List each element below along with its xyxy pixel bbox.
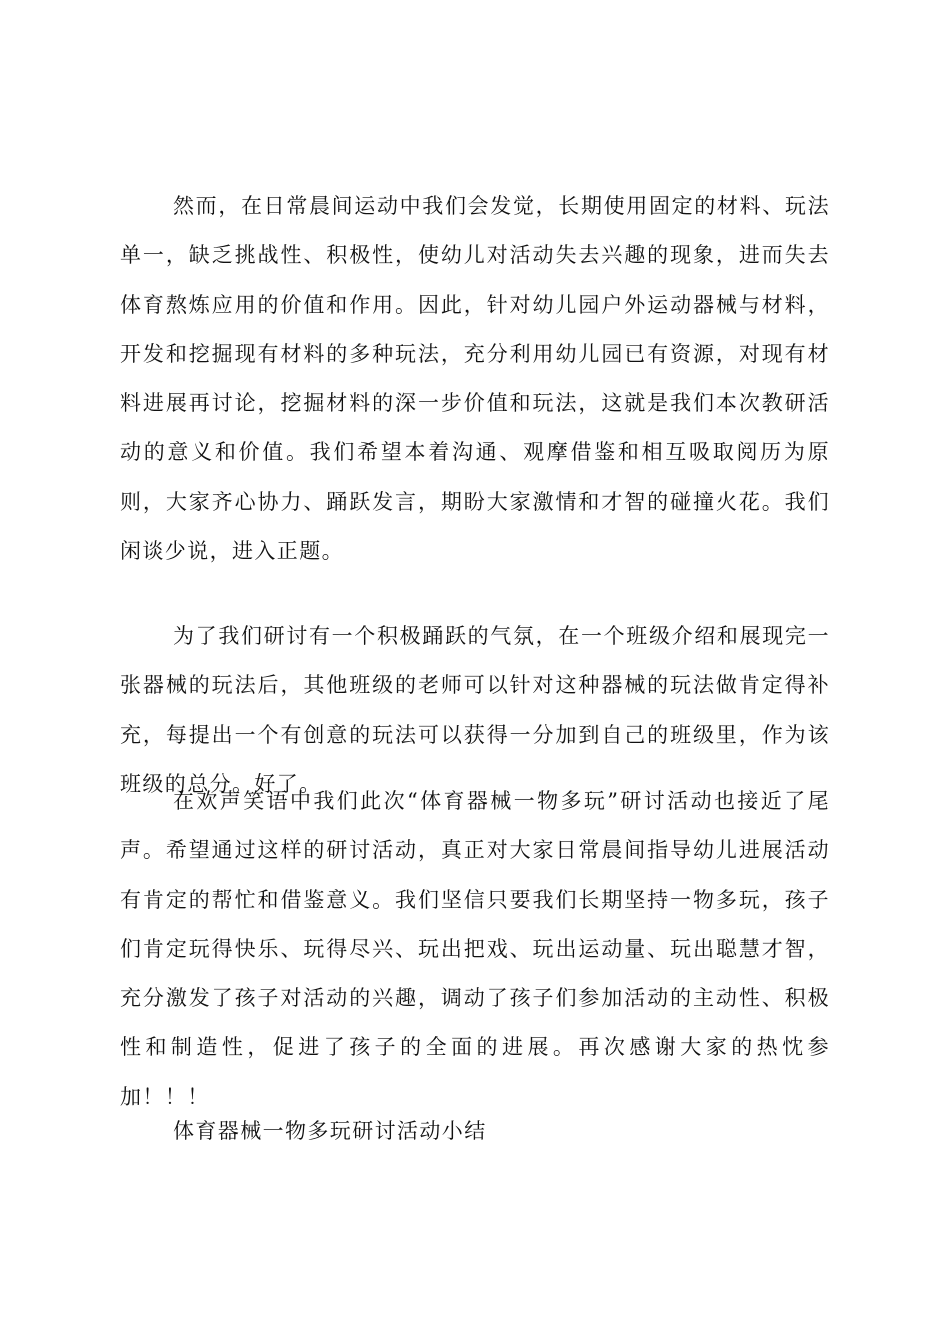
paragraph-line: 声。希望通过这样的研讨活动，真正对大家日常晨间指导幼儿进展活动 bbox=[120, 838, 830, 863]
paragraph-line: 闲谈少说，进入正题。 bbox=[120, 539, 344, 564]
paragraph-line: 有肯定的帮忙和借鉴意义。我们坚信只要我们长期坚持一物多玩，孩子 bbox=[120, 887, 830, 912]
paragraph-line: 班级的总分。好了。 bbox=[120, 771, 322, 796]
paragraph-3 bbox=[120, 777, 830, 1122]
closing-title bbox=[120, 1107, 830, 1156]
paragraph-line: 料进展再讨论，挖掘材料的深一步价值和玩法，这就是我们本次教研活 bbox=[120, 391, 830, 416]
paragraph-line: 然而，在日常晨间运动中我们会发觉，长期使用固定的材料、玩法 bbox=[173, 194, 830, 218]
paragraph-line: 体育熬炼应用的价值和作用。因此，针对幼儿园户外运动器械与材料， bbox=[120, 292, 830, 317]
paragraph-line: 加！！！ bbox=[120, 1084, 210, 1109]
paragraph-line: 体育器械一物多玩研讨活动小结 bbox=[173, 1119, 487, 1143]
paragraph-1 bbox=[120, 182, 830, 576]
paragraph-line: 张器械的玩法后，其他班级的老师可以针对这种器械的玩法做肯定得补 bbox=[120, 673, 830, 698]
paragraph-line: 充，每提出一个有创意的玩法可以获得一分加到自己的班级里，作为该 bbox=[120, 722, 830, 747]
paragraph-line: 在欢声笑语中我们此次“体育器械一物多玩”研讨活动也接近了尾 bbox=[173, 789, 830, 813]
paragraph-line: 单一，缺乏挑战性、积极性，使幼儿对活动失去兴趣的现象，进而失去 bbox=[120, 243, 830, 268]
paragraph-line: 们肯定玩得快乐、玩得尽兴、玩出把戏、玩出运动量、玩出聪慧才智， bbox=[120, 936, 830, 961]
paragraph-line: 充分激发了孩子对活动的兴趣，调动了孩子们参加活动的主动性、积极 bbox=[120, 986, 830, 1011]
paragraph-line: 开发和挖掘现有材料的多种玩法，充分利用幼儿园已有资源，对现有材 bbox=[120, 341, 830, 366]
paragraph-line: 则，大家齐心协力、踊跃发言，期盼大家激情和才智的碰撞火花。我们 bbox=[120, 489, 830, 514]
paragraph-line: 为了我们研讨有一个积极踊跃的气氛，在一个班级介绍和展现完一 bbox=[173, 624, 830, 648]
paragraph-line: 动的意义和价值。我们希望本着沟通、观摩借鉴和相互吸取阅历为原 bbox=[120, 440, 830, 465]
paragraph-line: 性和制造性，促进了孩子的全面的进展。再次感谢大家的热忱参 bbox=[120, 1035, 830, 1060]
